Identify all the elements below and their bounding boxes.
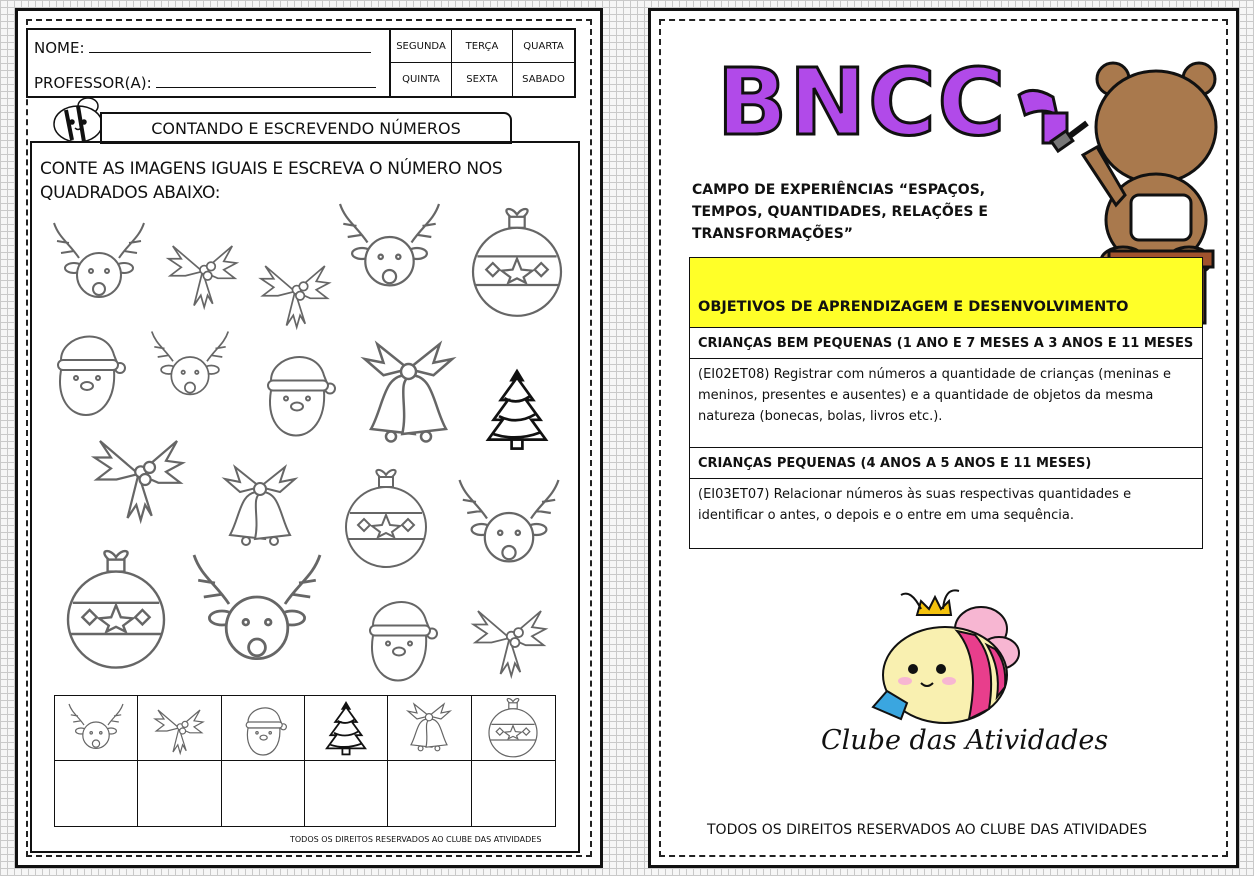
bee-logo-icon xyxy=(861,579,1031,729)
campo-experiencias: CAMPO DE EXPERIÊNCIAS “ESPAÇOS, TEMPOS, QUANTIDADES, RELAÇÕES E TRANSFORMAÇÕES” xyxy=(692,182,988,242)
answer-picture-cell xyxy=(55,696,138,761)
day-cell: SEXTA xyxy=(452,63,513,96)
holly-icon xyxy=(76,419,201,529)
answer-picture-cell xyxy=(472,696,555,761)
santa-icon xyxy=(227,698,299,758)
bells-icon xyxy=(346,329,471,459)
teacher-field xyxy=(34,73,376,92)
bee-mascot-icon xyxy=(48,92,108,146)
answer-picture-cell xyxy=(138,696,221,761)
bncc-heading: BNCC xyxy=(717,49,1008,156)
answer-write-cell[interactable] xyxy=(55,761,138,826)
brand-name: Clube das Atividades xyxy=(821,725,1109,756)
answer-write-cell[interactable] xyxy=(222,761,305,826)
reindeer-icon xyxy=(44,213,154,313)
answer-picture-cell xyxy=(305,696,388,761)
teacher-label: PROFESSOR(A): xyxy=(34,74,152,92)
santa-icon xyxy=(36,315,136,425)
day-cell: QUARTA xyxy=(513,30,574,63)
holly-icon xyxy=(143,698,215,758)
activity-area xyxy=(30,141,580,853)
bells-icon xyxy=(393,698,465,758)
instruction-text: CONTE AS IMAGENS IGUAIS E ESCREVA O NÚMERO NOS QUADRADOS ABAIXO: xyxy=(40,159,503,203)
santa-icon xyxy=(348,583,448,688)
name-field xyxy=(34,38,371,57)
reindeer-icon xyxy=(140,323,240,408)
day-cell: TERÇA xyxy=(452,30,513,63)
reindeer-icon xyxy=(444,469,574,579)
name-line xyxy=(89,38,371,53)
christmas-tree-icon xyxy=(310,698,382,758)
answer-write-cell[interactable] xyxy=(388,761,471,826)
group2-title: CRIANÇAS PEQUENAS (4 ANOS A 5 ANOS E 11 MESES) xyxy=(690,448,1202,479)
reindeer-icon xyxy=(332,193,447,303)
objectives-table xyxy=(689,257,1203,549)
holly-icon xyxy=(160,229,245,314)
group1-title: CRIANÇAS BEM PEQUENAS (1 ANO E 7 MESES A 3 ANOS E 11 MESES xyxy=(690,328,1202,359)
weekday-grid xyxy=(389,30,574,96)
santa-icon xyxy=(246,333,346,448)
worksheet-title: CONTANDO E ESCREVENDO NÚMEROS xyxy=(100,112,512,144)
answer-write-cell[interactable] xyxy=(138,761,221,826)
student-info-box xyxy=(26,28,576,98)
answer-write-cell[interactable] xyxy=(472,761,555,826)
copyright-footer: TODOS OS DIREITOS RESERVADOS AO CLUBE DAS ATIVIDADES xyxy=(290,835,542,844)
answer-picture-cell xyxy=(222,696,305,761)
day-cell: SEGUNDA xyxy=(391,30,452,63)
group2-text: (EI03ET07) Relacionar números às suas respectivas quantidades e identificar o antes, o depois e o entre em uma sequência. xyxy=(698,487,1132,523)
ornament-ball-icon xyxy=(462,203,572,323)
holly-icon xyxy=(250,249,340,334)
day-cell: SABADO xyxy=(522,74,565,85)
reindeer-icon xyxy=(182,541,332,681)
answer-grid xyxy=(54,695,556,827)
group1-text: (EI02ET08) Registrar com números a quantidade de crianças (meninas e meninos, presentes e ausentes) e a quantidade de objetos da mesma natureza (bonecas, bolas, livros etc.). xyxy=(690,359,1202,448)
objectives-title: OBJETIVOS DE APRENDIZAGEM E DESENVOLVIMENTO xyxy=(690,258,1202,328)
answer-write-cell[interactable] xyxy=(305,761,388,826)
bncc-page xyxy=(648,8,1239,868)
name-label: NOME: xyxy=(34,39,85,57)
reindeer-icon xyxy=(60,698,132,758)
teacher-line xyxy=(156,73,376,88)
copyright-footer: TODOS OS DIREITOS RESERVADOS AO CLUBE DAS ATIVIDADES xyxy=(707,822,1148,838)
christmas-tree-icon xyxy=(472,349,562,469)
day-cell: QUINTA xyxy=(391,63,452,96)
ornament-ball-icon xyxy=(477,698,549,758)
ornament-ball-icon xyxy=(56,535,176,685)
holly-icon xyxy=(462,593,557,683)
answer-picture-cell xyxy=(388,696,471,761)
ornament-ball-icon xyxy=(336,459,436,579)
